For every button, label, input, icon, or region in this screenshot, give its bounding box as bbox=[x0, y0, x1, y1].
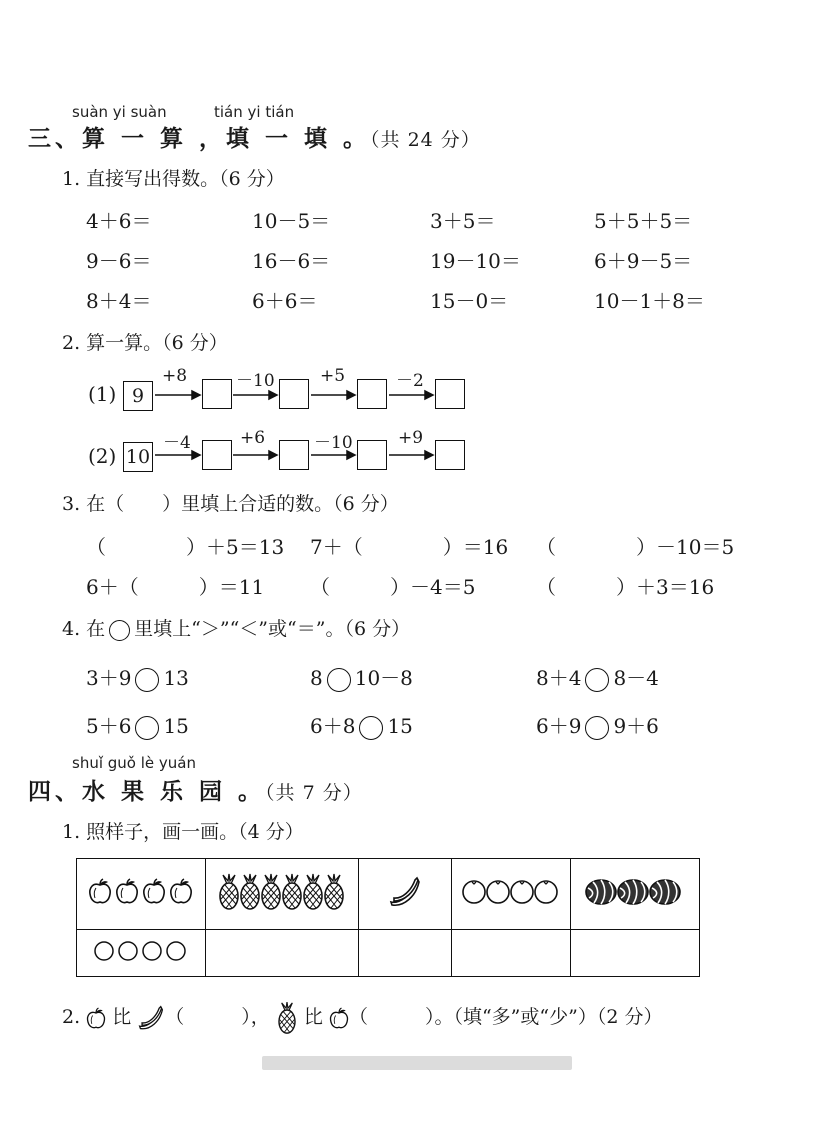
compare-circle[interactable] bbox=[585, 668, 609, 692]
q1-expr: 16－6＝ bbox=[252, 249, 331, 273]
compare-left: 3＋9 bbox=[86, 666, 132, 690]
q6-blank-1[interactable]: （ ）， bbox=[165, 1006, 270, 1028]
orange-icon bbox=[462, 878, 560, 906]
q1-expr: 4＋6＝ bbox=[86, 209, 152, 233]
chain-op: +8 bbox=[162, 366, 188, 386]
q3-expr[interactable]: 7＋（ ）＝16 bbox=[310, 535, 509, 559]
compare-circle[interactable] bbox=[359, 716, 383, 740]
apple-icon bbox=[329, 1006, 349, 1030]
circle-icon bbox=[93, 939, 189, 963]
compare-right: 9＋6 bbox=[613, 714, 659, 738]
compare-left: 5＋6 bbox=[86, 714, 132, 738]
answer-box[interactable] bbox=[279, 440, 309, 470]
fruit-cell-apples bbox=[77, 859, 206, 930]
draw-answer-cell[interactable] bbox=[571, 930, 700, 977]
q1-expr: 6＋6＝ bbox=[252, 289, 318, 313]
section4-heading bbox=[28, 773, 363, 806]
compare-item bbox=[86, 710, 189, 740]
section4-score: （共 7 分） bbox=[265, 782, 363, 804]
draw-answer-cell[interactable] bbox=[359, 930, 452, 977]
q1-expr: 9－6＝ bbox=[86, 249, 152, 273]
compare-item bbox=[536, 662, 659, 692]
chain-label: (2) bbox=[88, 444, 117, 468]
q3-expr[interactable]: （ ）－10＝5 bbox=[536, 535, 735, 559]
q6-bi-2: 比 bbox=[303, 1006, 323, 1028]
fruit-cell-pineapples bbox=[206, 859, 359, 930]
q1-expr: 10－5＝ bbox=[252, 209, 331, 233]
compare-circle[interactable] bbox=[585, 716, 609, 740]
q1-expr: 3＋5＝ bbox=[430, 209, 496, 233]
q6-blank-2[interactable]: （ ）。（填“多”或“少”）（2 分） bbox=[348, 1006, 663, 1028]
compare-item bbox=[310, 710, 413, 740]
draw-answer-cell[interactable] bbox=[452, 930, 571, 977]
q1-expr: 10－1＋8＝ bbox=[594, 289, 705, 313]
chain-label: (1) bbox=[88, 382, 117, 406]
arrow-head bbox=[269, 391, 277, 399]
compare-left: 6＋9 bbox=[536, 714, 582, 738]
section4-pinyin: shuǐ guǒ lè yuán bbox=[72, 754, 196, 772]
chain-op: －2 bbox=[396, 371, 424, 391]
compare-circle[interactable] bbox=[135, 716, 159, 740]
chain-op: +5 bbox=[320, 366, 346, 386]
compare-left: 8 bbox=[310, 666, 323, 690]
q4-title-a: 4. 在 bbox=[62, 618, 106, 640]
fruit-cell-oranges bbox=[452, 859, 571, 930]
section3-score: （共 24 分） bbox=[370, 129, 481, 151]
sample-drawing-cell bbox=[77, 930, 206, 977]
q1-expr: 5＋5＋5＝ bbox=[594, 209, 693, 233]
apple-icon bbox=[88, 877, 194, 907]
banana-icon bbox=[137, 1005, 165, 1031]
q1-expr: 8＋4＝ bbox=[86, 289, 152, 313]
q3-expr[interactable]: （ ）＋5＝13 bbox=[86, 535, 285, 559]
blurred-footer bbox=[262, 1056, 572, 1070]
compare-right: 8－4 bbox=[613, 666, 659, 690]
fruit-cell-watermelons bbox=[571, 859, 700, 930]
q6-num: 2. bbox=[62, 1006, 81, 1028]
q1-expr: 15－0＝ bbox=[430, 289, 509, 313]
section3-pinyin-2: tián yi tián bbox=[214, 103, 295, 121]
section3-pinyin-1: suàn yi suàn bbox=[72, 103, 167, 121]
compare-right: 15 bbox=[387, 714, 413, 738]
q1-expr: 6＋9－5＝ bbox=[594, 249, 693, 273]
q3-expr[interactable]: （ ）－4＝5 bbox=[310, 575, 476, 599]
chain-start-box: 9 bbox=[123, 381, 153, 411]
q3-expr[interactable]: （ ）＋3＝16 bbox=[536, 575, 715, 599]
compare-right: 10－8 bbox=[354, 666, 413, 690]
q2-title: 2. 算一算。（6 分） bbox=[62, 332, 228, 354]
arrow-head bbox=[347, 391, 355, 399]
compare-circle[interactable] bbox=[135, 668, 159, 692]
banana-icon bbox=[385, 876, 425, 908]
q1-title: 1. 直接写出得数。（6 分） bbox=[62, 168, 285, 190]
draw-answer-cell[interactable] bbox=[206, 930, 359, 977]
answer-box[interactable] bbox=[435, 440, 465, 470]
watermelon-icon bbox=[585, 878, 685, 906]
circle-icon bbox=[109, 620, 130, 641]
q1-expr: 19－10＝ bbox=[430, 249, 521, 273]
compare-left: 8＋4 bbox=[536, 666, 582, 690]
q3-expr[interactable]: 6＋（ ）＝11 bbox=[86, 575, 265, 599]
compare-left: 6＋8 bbox=[310, 714, 356, 738]
section3-title: 三、算 一 算 ，填 一 填 。 bbox=[28, 125, 371, 152]
q5-title: 1. 照样子，画一画。（4 分） bbox=[62, 821, 304, 843]
chain-op: －10 bbox=[236, 371, 275, 391]
chain-op: －10 bbox=[314, 433, 353, 453]
compare-item bbox=[310, 662, 413, 692]
arrow-head bbox=[192, 451, 200, 459]
arrow-head bbox=[269, 451, 277, 459]
apple-icon bbox=[86, 1006, 106, 1030]
q3-title: 3. 在（ ）里填上合适的数。（6 分） bbox=[62, 493, 399, 515]
answer-box[interactable] bbox=[357, 440, 387, 470]
pineapple-icon bbox=[276, 1002, 298, 1034]
arrow-head bbox=[425, 391, 433, 399]
pineapple-icon bbox=[217, 873, 347, 911]
q6-line bbox=[62, 1002, 662, 1034]
q6-bi-1: 比 bbox=[112, 1006, 132, 1028]
arrow-head bbox=[192, 391, 200, 399]
chain-op: +6 bbox=[240, 428, 266, 448]
answer-box[interactable] bbox=[202, 440, 232, 470]
compare-circle[interactable] bbox=[327, 668, 351, 692]
q4-title-b: 里填上“＞”“＜”或“＝”。（6 分） bbox=[134, 618, 411, 640]
arrow-head bbox=[425, 451, 433, 459]
section4-title: 四、水 果 乐 园 。 bbox=[28, 778, 266, 805]
compare-right: 13 bbox=[163, 666, 189, 690]
chain-start-box: 10 bbox=[123, 442, 153, 472]
chain-op: +9 bbox=[398, 428, 424, 448]
compare-right: 15 bbox=[163, 714, 189, 738]
fruit-cell-banana bbox=[359, 859, 452, 930]
fruit-table bbox=[76, 858, 700, 977]
compare-item bbox=[86, 662, 189, 692]
chain-op: －4 bbox=[163, 433, 191, 453]
q4-title bbox=[62, 614, 410, 641]
compare-item bbox=[536, 710, 659, 740]
chain-arrows bbox=[0, 0, 835, 480]
